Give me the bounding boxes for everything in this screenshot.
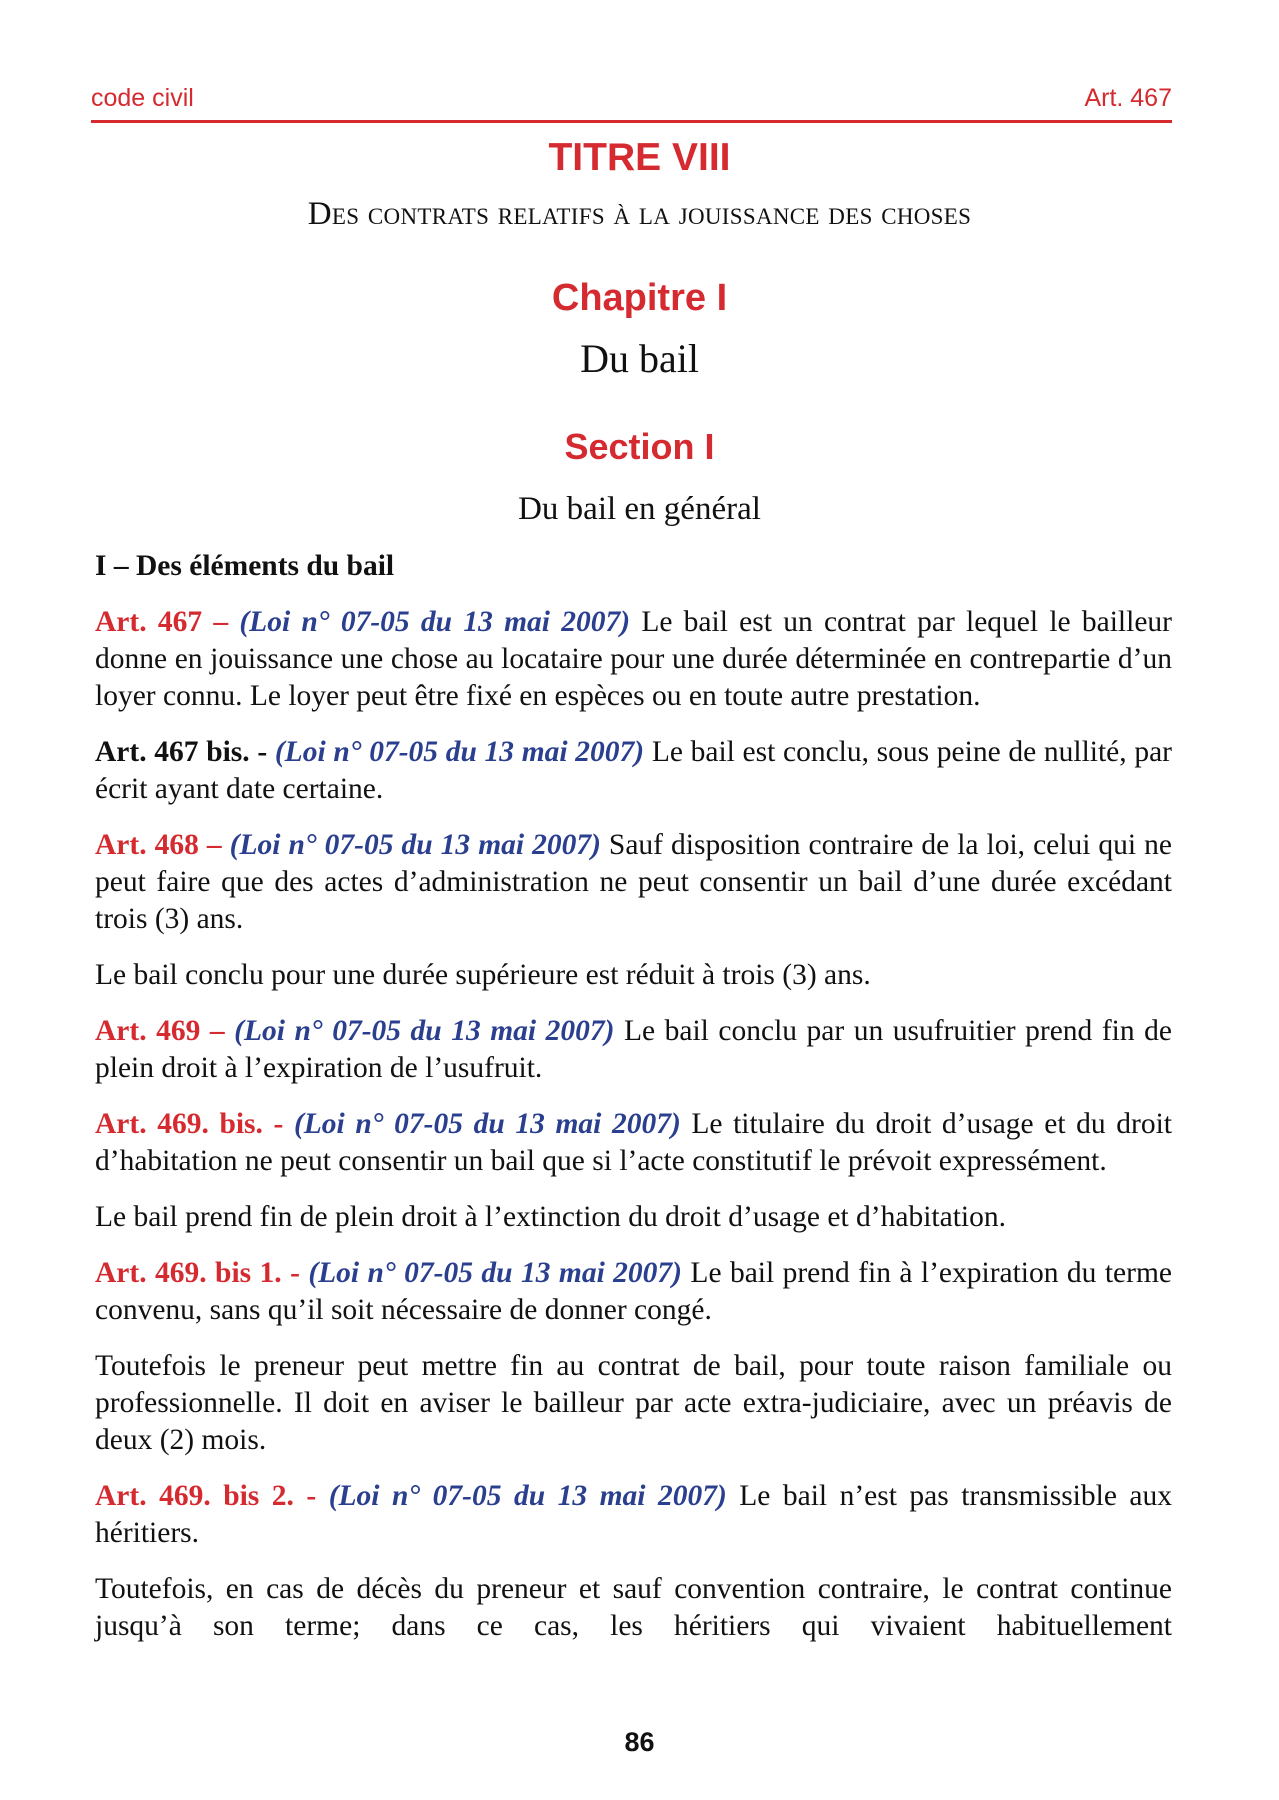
running-header-left: code civil	[91, 84, 194, 112]
article-text: Le bail est un contrat par lequel le bailleur donne en jouissance une chose au locataire pour une durée déterminée en contrepartie d’un loyer connu. Le loyer peut être fixé en espèces ou en toute autre prestation.	[95, 606, 1172, 712]
body-text	[95, 548, 1172, 1664]
header-rule	[91, 120, 1172, 123]
section-heading: Section I	[564, 426, 715, 467]
article-number: Art. 469. bis. -	[95, 1108, 294, 1140]
article-number: Art. 467 bis. -	[95, 736, 275, 768]
article-text: Le bail prend fin à l’expiration du terme convenu, sans qu’il soit nécessaire de donner congé.	[95, 1257, 1172, 1326]
law-reference: (Loi n° 07-05 du 13 mai 2007)	[229, 829, 601, 861]
law-reference: (Loi n° 07-05 du 13 mai 2007)	[274, 736, 645, 768]
article-number: Art. 469 –	[95, 1015, 235, 1047]
article-number: Art. 469. bis 2. -	[95, 1480, 329, 1512]
article-text: Le bail n’est pas transmissible aux héritiers.	[95, 1480, 1172, 1549]
article-467	[95, 604, 1172, 715]
paragraph: Toutefois, en cas de décès du preneur et sauf convention contraire, le contrat continue jusqu’à son terme; dans ce cas, les héritiers qui vivaient habituellement	[95, 1573, 1172, 1642]
titre-subtitle: Des contrats relatifs à la jouissance des choses	[307, 196, 972, 232]
chapitre-heading: Chapitre I	[551, 277, 728, 319]
law-reference: (Loi n° 07-05 du 13 mai 2007)	[234, 1015, 615, 1047]
article-469-bis-2	[95, 1478, 1172, 1552]
article-number: Art. 469. bis 1. -	[95, 1257, 309, 1289]
law-reference: (Loi n° 07-05 du 13 mai 2007)	[239, 606, 631, 638]
paragraph: Le bail prend fin de plein droit à l’extinction du droit d’usage et d’habitation.	[95, 1201, 1006, 1233]
article-text: Le titulaire du droit d’usage et du droit d’habitation ne peut consentir un bail que si l’acte constitutif le prévoit expressément.	[95, 1108, 1172, 1177]
article-469-bis-1	[95, 1255, 1172, 1329]
law-reference: (Loi n° 07-05 du 13 mai 2007)	[328, 1480, 727, 1512]
paragraph: Le bail conclu pour une durée supérieure est réduit à trois (3) ans.	[95, 959, 871, 991]
running-header-right: Art. 467	[1084, 84, 1172, 112]
article-469	[95, 1013, 1172, 1087]
article-469-bis	[95, 1106, 1172, 1180]
article-text: Sauf disposition contraire de la loi, celui qui ne peut faire que des actes d’administration ne peut consentir un bail d’une durée excédant trois (3) ans.	[95, 829, 1172, 935]
page-number: 86	[624, 1727, 655, 1757]
article-468	[95, 827, 1172, 938]
paragraph: Toutefois le preneur peut mettre fin au contrat de bail, pour toute raison familiale ou professionnelle. Il doit en aviser le bailleur par acte extra-judiciaire, avec un préavis de deux (2) mois.	[95, 1350, 1172, 1456]
article-text: Le bail est conclu, sous peine de nullité, par écrit ayant date certaine.	[95, 736, 1172, 805]
article-467-bis	[95, 734, 1172, 808]
article-number: Art. 468 –	[95, 829, 230, 861]
section-subtitle: Du bail en général	[518, 491, 761, 527]
article-number: Art. 467 –	[95, 606, 240, 638]
chapitre-subtitle: Du bail	[580, 336, 699, 381]
law-reference: (Loi n° 07-05 du 13 mai 2007)	[293, 1108, 681, 1140]
titre-heading: TITRE VIII	[548, 136, 731, 179]
article-text: Le bail conclu par un usufruitier prend fin de plein droit à l’expiration de l’usufruit.	[95, 1015, 1172, 1084]
law-reference: (Loi n° 07-05 du 13 mai 2007)	[308, 1257, 683, 1289]
subheading: I – Des éléments du bail	[95, 550, 395, 582]
